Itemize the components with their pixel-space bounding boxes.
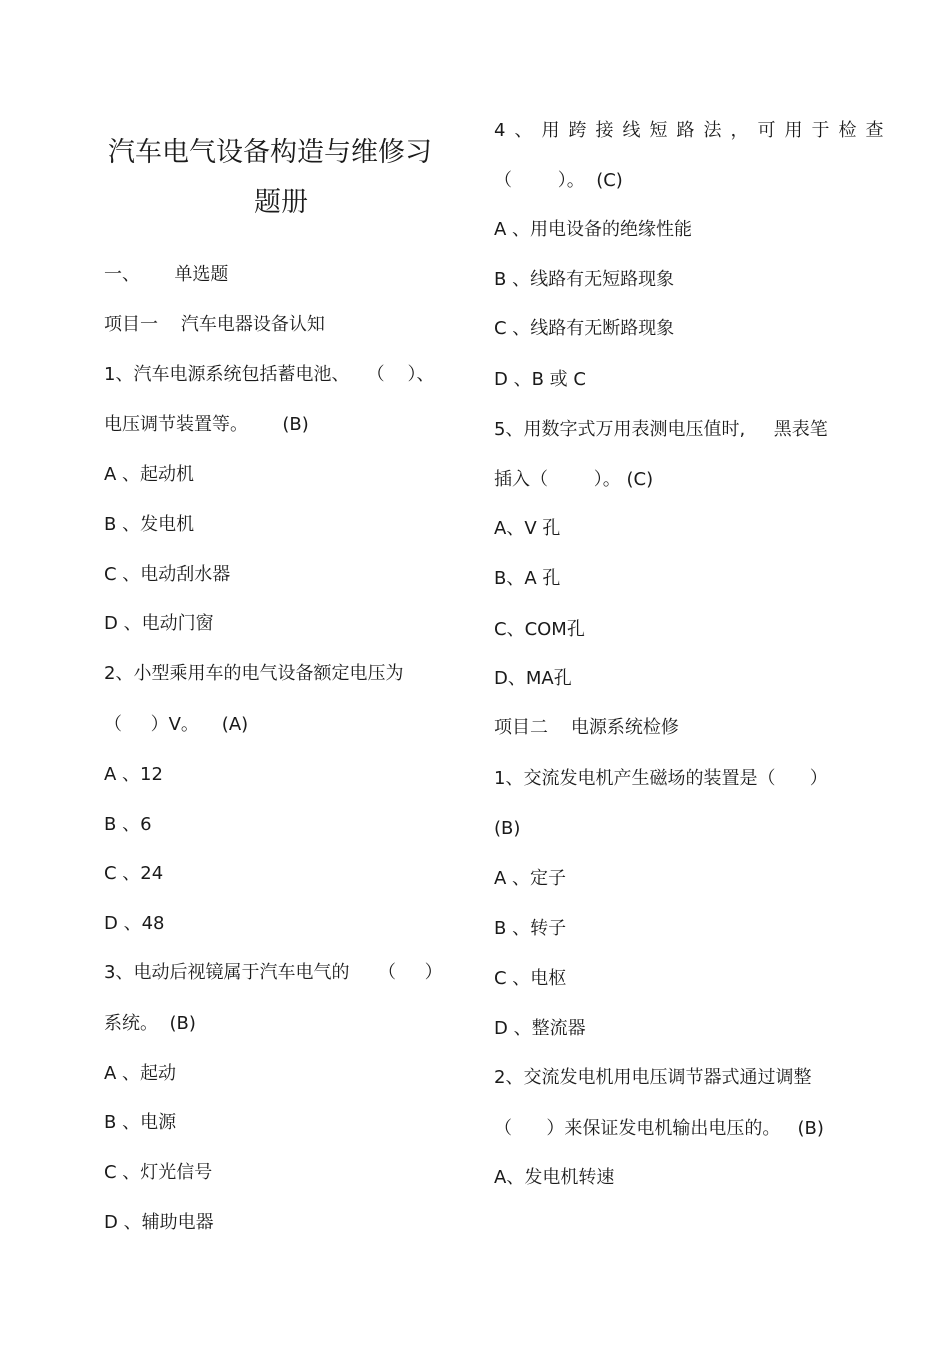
question-text: 4、用跨接线短路法，可用于检查	[494, 120, 893, 141]
answer-option: A 、起动机	[104, 464, 195, 485]
answer-option: D 、整流器	[494, 1018, 586, 1039]
answer-option: A 、12	[104, 764, 163, 785]
question-text: 2、小型乘用车的电气设备额定电压为	[104, 663, 404, 684]
question-text: (B)	[494, 818, 521, 839]
answer-option: A、发电机转速	[494, 1167, 615, 1188]
answer-option: D 、电动门窗	[104, 613, 214, 634]
answer-option: A 、用电设备的绝缘性能	[494, 219, 693, 240]
subsection-heading: 项目一 汽车电器设备认知	[104, 314, 325, 335]
answer-option: C 、电枢	[494, 968, 567, 989]
question-text: 5、用数字式万用表测电压值时, 黑表笔	[494, 419, 828, 440]
question-text: 电压调节装置等。 (B)	[104, 414, 309, 435]
question-text: 系统。 (B)	[104, 1013, 196, 1034]
question-text: （ ）。 (C)	[494, 170, 623, 191]
answer-option: C、COM孔	[494, 619, 585, 640]
answer-option: C 、线路有无断路现象	[494, 318, 675, 339]
answer-option: B 、线路有无短路现象	[494, 269, 675, 290]
question-text: 1、交流发电机产生磁场的装置是（ ）	[494, 768, 828, 789]
section-heading: 一、 单选题	[104, 264, 229, 285]
document-title-line-1: 汽车电气设备构造与维修习	[108, 137, 432, 168]
question-text: 3、电动后视镜属于汽车电气的 （ ）	[104, 962, 443, 983]
answer-option: A 、起动	[104, 1063, 177, 1084]
answer-option: B 、电源	[104, 1112, 177, 1133]
question-text: （ ）V。 (A)	[104, 714, 249, 735]
answer-option: B 、发电机	[104, 514, 195, 535]
question-text: 2、交流发电机用电压调节器式通过调整	[494, 1067, 812, 1088]
answer-option: A、V 孔	[494, 518, 561, 539]
answer-option: D、MA孔	[494, 668, 572, 689]
answer-option: C 、电动刮水器	[104, 564, 231, 585]
question-text: 插入（ ）。 (C)	[494, 469, 654, 490]
answer-option: B、A 孔	[494, 568, 561, 589]
answer-option: D 、B 或 C	[494, 369, 586, 390]
subsection-heading: 项目二 电源系统检修	[494, 717, 679, 738]
answer-option: D 、辅助电器	[104, 1212, 214, 1233]
answer-option: A 、定子	[494, 868, 567, 889]
answer-option: B 、6	[104, 814, 152, 835]
answer-option: B 、转子	[494, 918, 567, 939]
question-text: 1、汽车电源系统包括蓄电池、 （ ）、	[104, 364, 435, 385]
document-title-line-2: 题册	[254, 187, 308, 218]
answer-option: C 、灯光信号	[104, 1162, 213, 1183]
question-text: （ ）来保证发电机输出电压的。 (B)	[494, 1118, 824, 1139]
answer-option: D 、48	[104, 913, 165, 934]
answer-option: C 、24	[104, 863, 164, 884]
